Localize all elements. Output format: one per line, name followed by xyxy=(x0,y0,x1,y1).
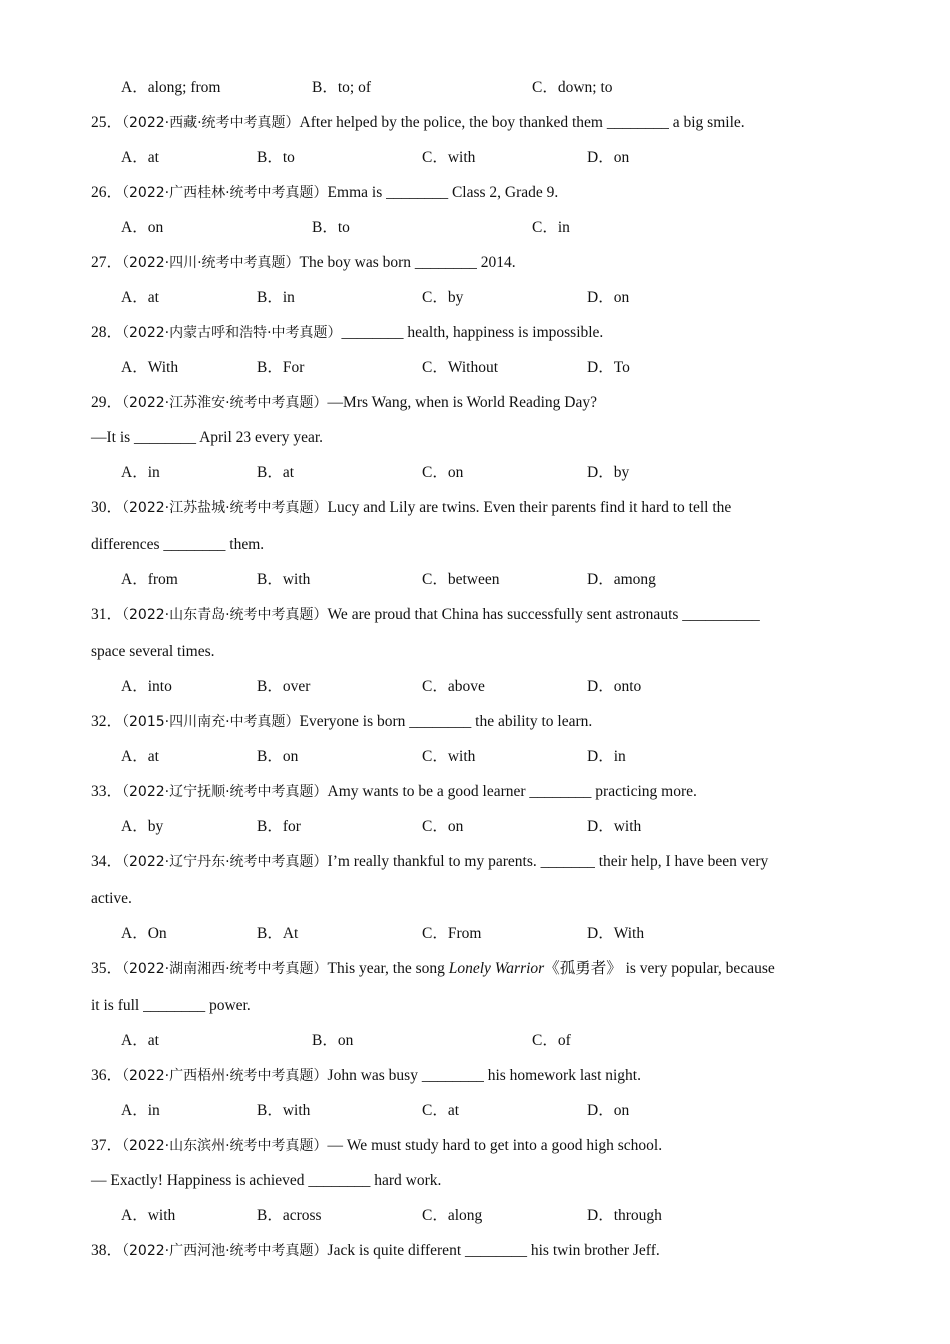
question-30: 30．（2022·江苏盐城·统考中考真题）Lucy and Lily are twins. Even their parents find it hard to tell the xyxy=(91,499,732,516)
option-b[interactable]: B．to xyxy=(257,149,295,166)
option-b[interactable]: B．on xyxy=(312,1032,354,1049)
question-29: 29．（2022·江苏淮安·统考中考真题）—Mrs Wang, when is World Reading Day? xyxy=(91,394,597,411)
option-a[interactable]: A．at xyxy=(121,748,159,765)
question-32: 32．（2015·四川南充·中考真题）Everyone is born ________ the ability to learn. xyxy=(91,713,593,730)
question-31: 31．（2022·山东青岛·统考中考真题）We are proud that China has successfully sent astronauts __________ xyxy=(91,606,760,623)
option-a[interactable]: A．in xyxy=(121,1102,160,1119)
option-c[interactable]: C．From xyxy=(422,925,482,942)
question-35: 35．（2022·湖南湘西·统考中考真题）This year, the song Lonely Warrior《孤勇者》 is very popular, because xyxy=(91,960,775,977)
question-30-line-2: differences ________ them. xyxy=(91,536,265,553)
question-37-line-2: — Exactly! Happiness is achieved ________ hard work. xyxy=(91,1172,442,1189)
option-a[interactable]: A．With xyxy=(121,359,179,376)
question-33: 33．（2022·辽宁抚顺·统考中考真题）Amy wants to be a good learner ________ practicing more. xyxy=(91,783,697,800)
option-a[interactable]: A．along; from xyxy=(121,79,221,96)
question-36: 36．（2022·广西梧州·统考中考真题）John was busy ________ his homework last night. xyxy=(91,1067,641,1084)
option-a[interactable]: A．into xyxy=(121,678,172,695)
option-c[interactable]: C．between xyxy=(422,571,500,588)
option-c[interactable]: C．along xyxy=(422,1207,483,1224)
option-b[interactable]: B．in xyxy=(257,289,295,306)
option-d[interactable]: D．on xyxy=(587,149,630,166)
option-a[interactable]: A．by xyxy=(121,818,164,835)
option-c[interactable]: C．Without xyxy=(422,359,499,376)
option-a[interactable]: A．on xyxy=(121,219,164,236)
option-d[interactable]: D．among xyxy=(587,571,656,588)
option-b[interactable]: B．across xyxy=(257,1207,322,1224)
option-b[interactable]: B．over xyxy=(257,678,311,695)
option-d[interactable]: D．onto xyxy=(587,678,642,695)
option-a[interactable]: A．from xyxy=(121,571,178,588)
option-d[interactable]: D．through xyxy=(587,1207,662,1224)
option-b[interactable]: B．to; of xyxy=(312,79,372,96)
option-d[interactable]: D．To xyxy=(587,359,630,376)
option-d[interactable]: D．by xyxy=(587,464,630,481)
option-a[interactable]: A．in xyxy=(121,464,160,481)
question-35-line-2: it is full ________ power. xyxy=(91,997,251,1014)
option-d[interactable]: D．With xyxy=(587,925,645,942)
option-c[interactable]: C．in xyxy=(532,219,570,236)
question-37: 37．（2022·山东滨州·统考中考真题）— We must study hard to get into a good high school. xyxy=(91,1137,663,1154)
question-29-line-2: —It is ________ April 23 every year. xyxy=(91,429,324,446)
option-a[interactable]: A．at xyxy=(121,149,159,166)
option-c[interactable]: C．with xyxy=(422,149,476,166)
option-b[interactable]: B．At xyxy=(257,925,299,942)
question-31-line-2: space several times. xyxy=(91,643,215,660)
question-27: 27．（2022·四川·统考中考真题）The boy was born ________ 2014. xyxy=(91,254,516,271)
song-title: Lonely Warrior xyxy=(448,960,545,977)
option-d[interactable]: D．on xyxy=(587,289,630,306)
option-a[interactable]: A．at xyxy=(121,289,159,306)
option-d[interactable]: D．on xyxy=(587,1102,630,1119)
option-a[interactable]: A．On xyxy=(121,925,167,942)
option-b[interactable]: B．with xyxy=(257,571,311,588)
option-d[interactable]: D．in xyxy=(587,748,626,765)
option-a[interactable]: A．at xyxy=(121,1032,159,1049)
option-b[interactable]: B．For xyxy=(257,359,305,376)
option-b[interactable]: B．to xyxy=(312,219,350,236)
option-b[interactable]: B．at xyxy=(257,464,295,481)
question-34: 34．（2022·辽宁丹东·统考中考真题）I’m really thankful to my parents. _______ their help, I have been very xyxy=(91,853,769,870)
option-a[interactable]: A．with xyxy=(121,1207,176,1224)
option-b[interactable]: B．for xyxy=(257,818,301,835)
option-c[interactable]: C．above xyxy=(422,678,485,695)
question-28: 28．（2022·内蒙古呼和浩特·中考真题）________ health, happiness is impossible. xyxy=(91,324,604,341)
question-34-line-2: active. xyxy=(91,890,132,907)
option-c[interactable]: C．of xyxy=(532,1032,571,1049)
option-c[interactable]: C．on xyxy=(422,464,464,481)
question-26: 26．（2022·广西桂林·统考中考真题）Emma is ________ Class 2, Grade 9. xyxy=(91,184,559,201)
option-c[interactable]: C．on xyxy=(422,818,464,835)
question-38: 38．（2022·广西河池·统考中考真题）Jack is quite different ________ his twin brother Jeff. xyxy=(91,1242,660,1259)
question-25: 25．（2022·西藏·统考中考真题）After helped by the police, the boy thanked them ________ a big smile. xyxy=(91,114,745,131)
option-c[interactable]: C．at xyxy=(422,1102,460,1119)
option-b[interactable]: B．on xyxy=(257,748,299,765)
option-c[interactable]: C．with xyxy=(422,748,476,765)
option-b[interactable]: B．with xyxy=(257,1102,311,1119)
option-c[interactable]: C．down; to xyxy=(532,79,613,96)
option-c[interactable]: C．by xyxy=(422,289,464,306)
option-d[interactable]: D．with xyxy=(587,818,642,835)
